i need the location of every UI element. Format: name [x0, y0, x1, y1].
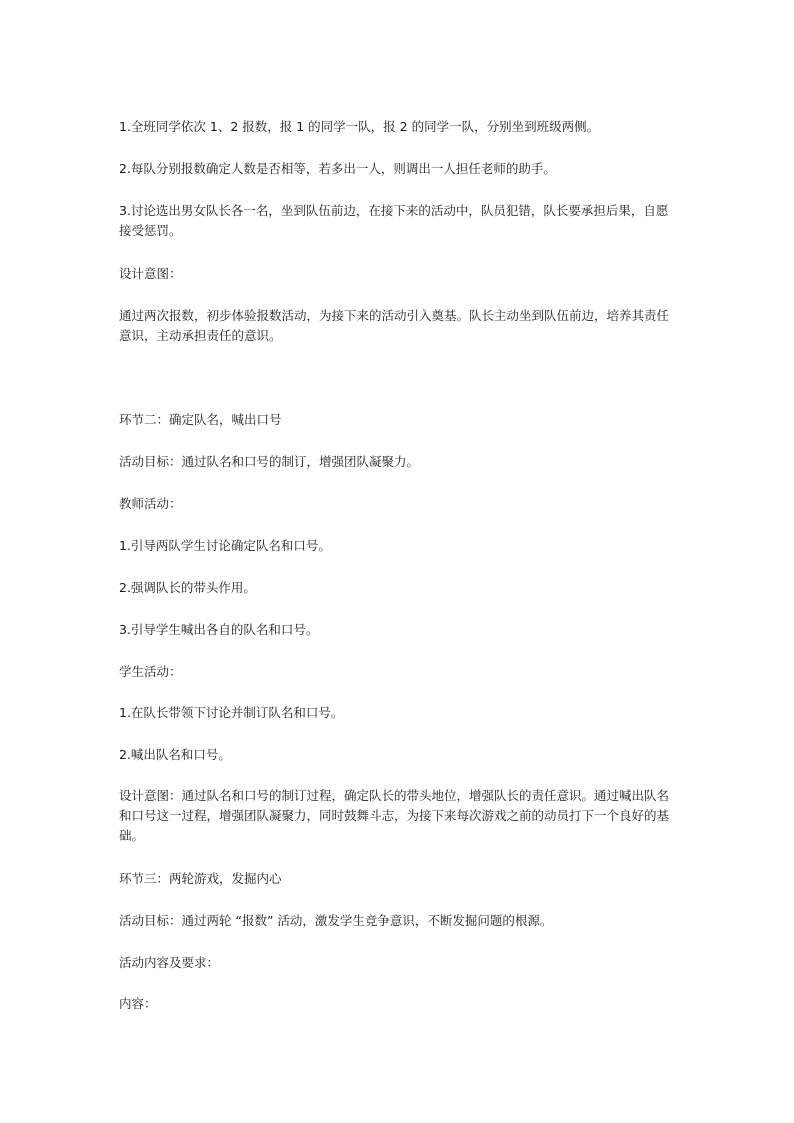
paragraph-design-intent-heading: 设计意图： — [119, 266, 182, 281]
paragraph-content-label: 内容： — [119, 996, 157, 1011]
paragraph-design-intent-2: 设计意图：通过队名和口号的制订过程，确定队长的带头地位，增强队长的责任意识。通过喊出队名和口号这一过程，增强团队凝聚力，同时鼓舞斗志，为接下来每次游戏之前的动员打下一个良好的基础。 — [119, 788, 670, 843]
paragraph-student-step-2: 2.喊出队名和口号。 — [119, 747, 231, 762]
paragraph-step-1: 1.全班同学依次 1、2 报数，报 1 的同学一队，报 2 的同学一队，分别坐到班级两侧。 — [119, 119, 600, 134]
paragraph-student-step-1: 1.在队长带领下讨论并制订队名和口号。 — [119, 705, 344, 720]
paragraph-activity-content-heading: 活动内容及要求： — [119, 955, 220, 970]
paragraph-teacher-step-2: 2.强调队长的带头作用。 — [119, 580, 256, 595]
paragraph-teacher-step-1: 1.引导两队学生讨论确定队名和口号。 — [119, 538, 331, 553]
paragraph-step-2: 2.每队分别报数确定人数是否相等，若多出一人，则调出一人担任老师的助手。 — [119, 161, 556, 176]
section-heading-2: 环节二：确定队名，喊出口号 — [119, 412, 282, 427]
paragraph-activity-goal-2: 活动目标：通过队名和口号的制订，增强团队凝聚力。 — [119, 454, 420, 469]
paragraph-teacher-step-3: 3.引导学生喊出各自的队名和口号。 — [119, 622, 319, 637]
paragraph-student-activity-heading: 学生活动： — [119, 664, 182, 679]
paragraph-teacher-activity-heading: 教师活动： — [119, 496, 182, 511]
paragraph-activity-goal-3: 活动目标：通过两轮 “报数” 活动，激发学生竞争意识，不断发掘问题的根源。 — [119, 913, 553, 928]
section-heading-3: 环节三：两轮游戏，发掘内心 — [119, 871, 282, 886]
paragraph-step-3: 3.讨论选出男女队长各一名，坐到队伍前边，在接下来的活动中，队员犯错，队长要承担后果，自愿接受惩罚。 — [119, 203, 669, 238]
paragraph-design-intent-body: 通过两次报数，初步体验报数活动，为接下来的活动引入奠基。队长主动坐到队伍前边，培养其责任意识，主动承担责任的意识。 — [119, 308, 670, 343]
